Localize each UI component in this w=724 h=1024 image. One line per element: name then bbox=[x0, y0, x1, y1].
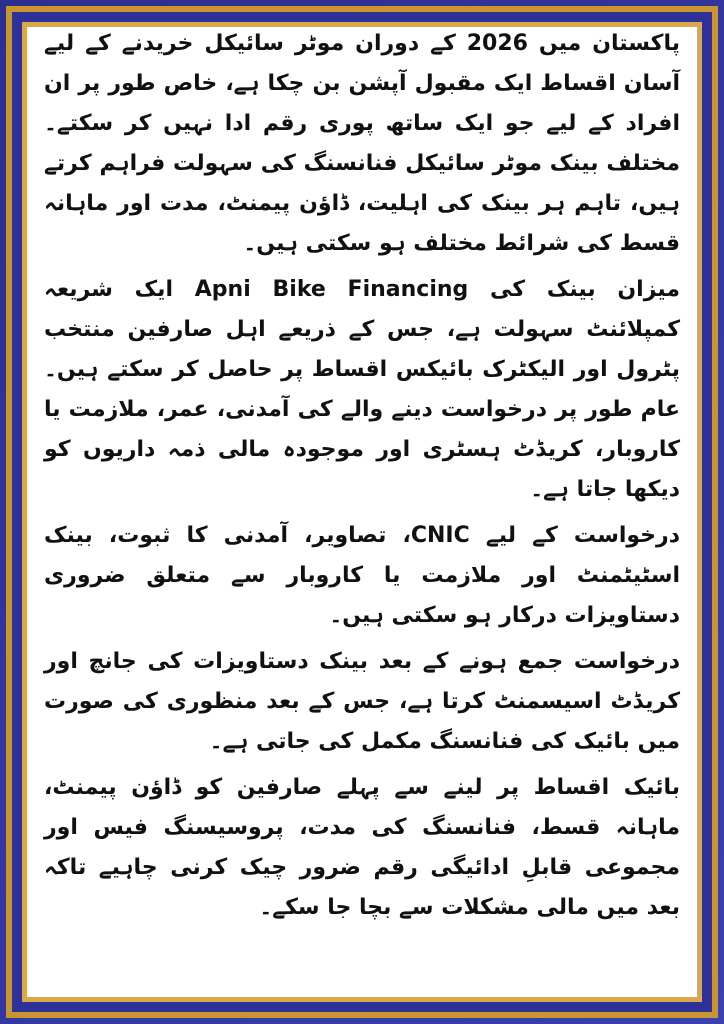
paragraph-advice: بائیک اقساط پر لینے سے پہلے صارفین کو ڈاؤن پیمنٹ، ماہانہ قسط، فنانسنگ کی مدت، پروسیسنگ فیس اور مجموعی قابلِ ادائیگی رقم ضرور چیک کرنی چاہیے تاکہ بعد میں مالی مشکلات سے بچا جا سکے۔ bbox=[44, 775, 680, 920]
paragraph-documents: درخواست کے لیے CNIC، تصاویر، آمدنی کا ثبوت، بینک اسٹیٹمنٹ اور ملازمت یا کاروبار سے متعلق ضروری دستاویزات درکار ہو سکتی ہیں۔ bbox=[44, 523, 680, 628]
paragraph-intro: پاکستان میں 2026 کے دوران موٹر سائیکل خریدنے کے لیے آسان اقساط ایک مقبول آپشن بن چکا ہے، خاص طور پر ان افراد کے لیے جو ایک ساتھ پوری رقم ادا نہیں کر سکتے۔ مختلف بینک موٹر سائیکل فنانسنگ کی سہولت فراہم کرتے ہیں، تاہم ہر بینک کی اہلیت، ڈاؤن پیمنٹ، مدت اور ماہانہ قسط کی شرائط مختلف ہو سکتی ہیں۔ bbox=[44, 31, 680, 256]
article-body bbox=[44, 24, 680, 1004]
paragraph-meezan-financing: میزان بینک کی Apni Bike Financing ایک شریعہ کمپلائنٹ سہولت ہے، جس کے ذریعے اہل صارفین منتخب پٹرول اور الیکٹرک بائیکس اقساط پر حاصل کر سکتے ہیں۔ عام طور پر درخواست دینے والے کی آمدنی، عمر، ملازمت یا کاروبار، کریڈٹ ہسٹری اور موجودہ مالی ذمہ داریوں کو دیکھا جاتا ہے۔ bbox=[44, 277, 680, 502]
paragraph-process: درخواست جمع ہونے کے بعد بینک دستاویزات کی جانچ اور کریڈٹ اسیسمنٹ کرتا ہے، جس کے بعد منظوری کی صورت میں بائیک کی فنانسنگ مکمل کی جاتی ہے۔ bbox=[44, 649, 680, 754]
